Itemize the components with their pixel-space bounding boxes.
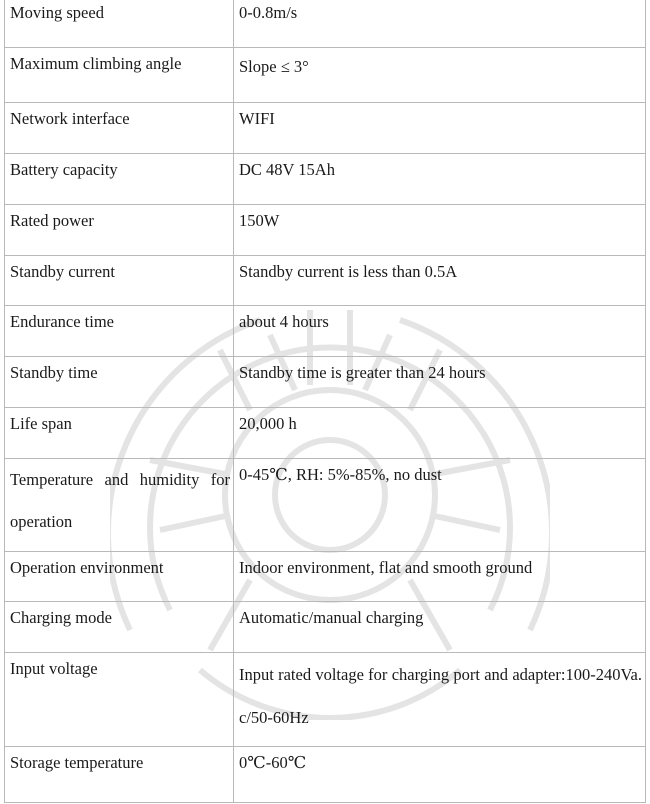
table-row bbox=[5, 357, 646, 408]
row-label: Endurance time bbox=[5, 306, 234, 357]
row-label: Operation environment bbox=[5, 552, 234, 602]
row-value: Slope ≤ 3° bbox=[234, 48, 646, 103]
row-label: Standby current bbox=[5, 256, 234, 306]
row-label: Network interface bbox=[5, 103, 234, 154]
row-value: 0℃-60℃ bbox=[234, 747, 646, 803]
table-row bbox=[5, 552, 646, 602]
row-label: Standby time bbox=[5, 357, 234, 408]
row-label: Charging mode bbox=[5, 602, 234, 653]
table-row bbox=[5, 205, 646, 256]
row-value: Indoor environment, flat and smooth ground bbox=[234, 552, 646, 602]
row-value: Standby current is less than 0.5A bbox=[234, 256, 646, 306]
row-value: Input rated voltage for charging port and adapter:100-240Va.c/50-60Hz bbox=[234, 653, 646, 747]
row-value: WIFI bbox=[234, 103, 646, 154]
row-label: Battery capacity bbox=[5, 154, 234, 205]
row-value: Automatic/manual charging bbox=[234, 602, 646, 653]
row-label: Temperature and humidity for operation bbox=[5, 459, 234, 552]
table-row bbox=[5, 306, 646, 357]
row-label: Maximum climbing angle bbox=[5, 48, 234, 103]
table-row bbox=[5, 48, 646, 103]
row-value: DC 48V 15Ah bbox=[234, 154, 646, 205]
table-row bbox=[5, 653, 646, 747]
table-row bbox=[5, 459, 646, 552]
row-value: 150W bbox=[234, 205, 646, 256]
table-row bbox=[5, 256, 646, 306]
row-value: 20,000 h bbox=[234, 408, 646, 459]
row-value: about 4 hours bbox=[234, 306, 646, 357]
table-row bbox=[5, 103, 646, 154]
table-row bbox=[5, 747, 646, 803]
table-row bbox=[5, 408, 646, 459]
row-value: 0-0.8m/s bbox=[234, 0, 646, 48]
row-label: Life span bbox=[5, 408, 234, 459]
row-value: 0-45℃, RH: 5%-85%, no dust bbox=[234, 459, 646, 552]
row-label: Moving speed bbox=[5, 0, 234, 48]
row-value: Standby time is greater than 24 hours bbox=[234, 357, 646, 408]
row-label: Rated power bbox=[5, 205, 234, 256]
table-row bbox=[5, 154, 646, 205]
table-row bbox=[5, 0, 646, 48]
row-label: Storage temperature bbox=[5, 747, 234, 803]
spec-table-body bbox=[5, 0, 646, 803]
table-row bbox=[5, 602, 646, 653]
row-label: Input voltage bbox=[5, 653, 234, 747]
spec-table bbox=[4, 0, 646, 803]
